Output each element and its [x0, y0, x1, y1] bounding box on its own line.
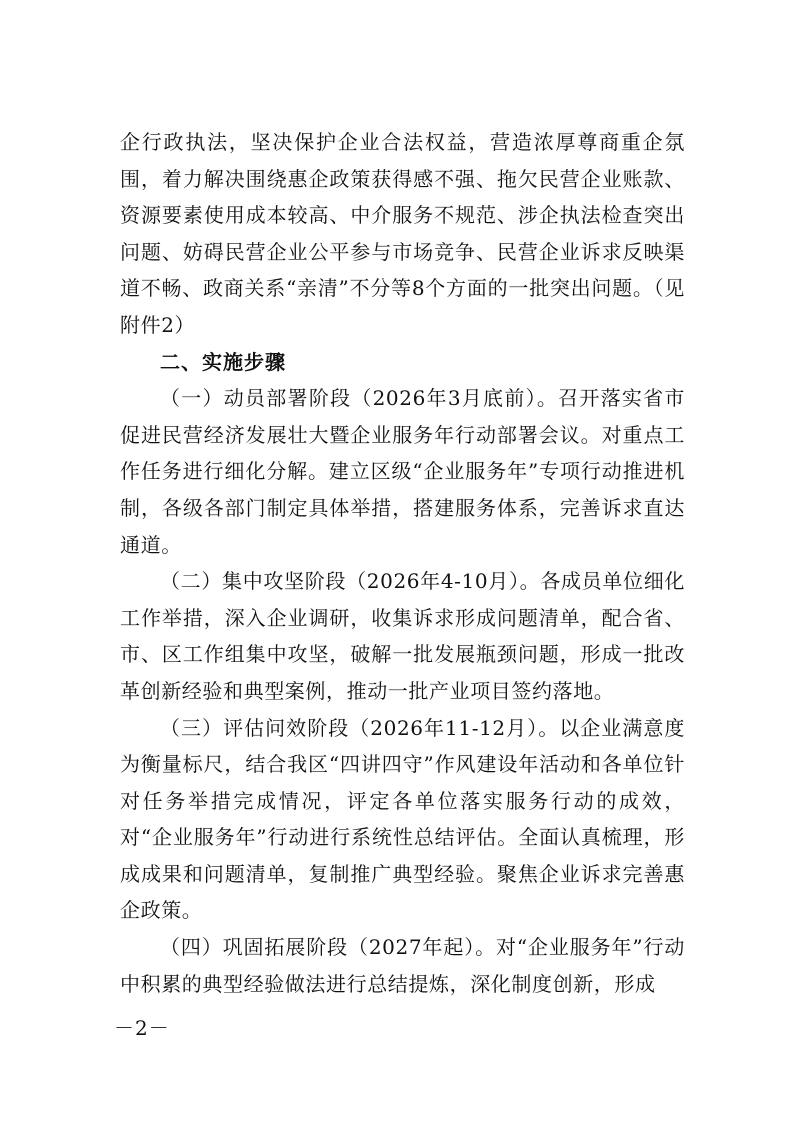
paragraph-mobilization-stage: （一）动员部署阶段（2026年3月底前）。召开落实省市促进民营经济发展壮大暨企业服务年行动部署会议。对重点工作任务进行细化分解。建立区级“企业服务年”专项行动推进机制，各级各部门制定具体举措，搭建服务体系，完善诉求直达通道。	[120, 386, 685, 557]
paragraph-continuation: 企行政执法，坚决保护企业合法权益，营造浓厚尊商重企氛围，着力解决围绕惠企政策获得感不强、拖欠民营企业账款、资源要素使用成本较高、中介服务不规范、涉企执法检查突出问题、妨碍民营企业公平参与市场竞争、民营企业诉求反映渠道不畅、政商关系“亲清”不分等8个方面的一批突出问题。（见附件2）	[120, 130, 685, 337]
page-number: －2－	[114, 1016, 170, 1040]
section-heading-implementation-steps: 二、实施步骤	[160, 349, 286, 374]
paragraph-concentrated-stage: （二）集中攻坚阶段（2026年4-10月）。各成员单位细化工作举措，深入企业调研，收集诉求形成问题清单，配合省、市、区工作组集中攻坚，破解一批发展瓶颈问题，形成一批改革创新经验和典型案例，推动一批产业项目签约落地。	[120, 569, 685, 703]
paragraph-consolidation-stage: （四）巩固拓展阶段（2027年起）。对“企业服务年”行动中积累的典型经验做法进行总结提炼，深化制度创新，形成	[120, 935, 685, 996]
paragraph-evaluation-stage: （三）评估问效阶段（2026年11-12月）。以企业满意度为衡量标尺，结合我区“四讲四守”作风建设年活动和各单位针对任务举措完成情况，评定各单位落实服务行动的成效，对“企业服务年”行动进行系统性总结评估。全面认真梳理，形成成果和问题清单，复制推广典型经验。聚焦企业诉求完善惠企政策。	[120, 715, 685, 923]
document-body	[120, 124, 685, 1002]
